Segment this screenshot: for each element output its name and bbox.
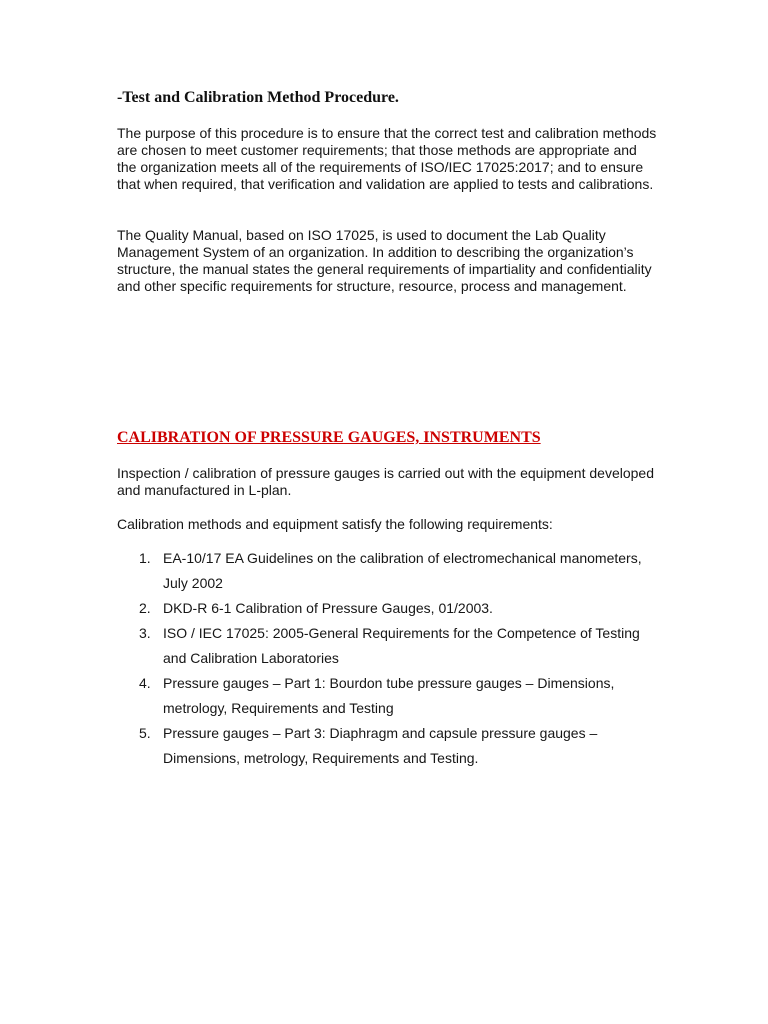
list-item bbox=[117, 721, 657, 771]
list-item-number: 5. bbox=[139, 725, 151, 741]
list-item-text: Pressure gauges – Part 3: Diaphragm and capsule pressure gauges – Dimensions, metrology, Requirements and Testing. bbox=[163, 725, 598, 766]
list-item-text: ISO / IEC 17025: 2005-General Requirements for the Competence of Testing and Calibration Laboratories bbox=[163, 625, 640, 666]
list-item-number: 1. bbox=[139, 550, 151, 566]
document-title: -Test and Calibration Method Procedure. bbox=[117, 89, 399, 106]
list-item bbox=[117, 671, 657, 721]
section-heading: CALIBRATION OF PRESSURE GAUGES, INSTRUMENTS bbox=[117, 429, 541, 446]
list-item bbox=[117, 546, 657, 596]
requirements-intro: Calibration methods and equipment satisfy the following requirements: bbox=[117, 516, 553, 532]
list-item-number: 2. bbox=[139, 600, 151, 616]
list-item bbox=[117, 596, 657, 621]
quality-manual-paragraph: The Quality Manual, based on ISO 17025, is used to document the Lab Quality Management System of an organization. In addition to describing the organization’s structure, the manual states the general requirements of impartiality and confidentiality and other specific requirements for structure, resource, process and management. bbox=[117, 227, 652, 294]
list-item-number: 3. bbox=[139, 625, 151, 641]
requirements-list bbox=[117, 546, 657, 771]
list-item-number: 4. bbox=[139, 675, 151, 691]
list-item bbox=[117, 621, 657, 671]
list-item-text: Pressure gauges – Part 1: Bourdon tube pressure gauges – Dimensions, metrology, Requirements and Testing bbox=[163, 675, 615, 716]
list-item-text: EA-10/17 EA Guidelines on the calibration of electromechanical manometers, July 2002 bbox=[163, 550, 642, 591]
purpose-paragraph: The purpose of this procedure is to ensure that the correct test and calibration methods are chosen to meet customer requirements; that those methods are appropriate and the organization meets all of the requirements of ISO/IEC 17025:2017; and to ensure that when required, that verification and validation are applied to tests and calibrations. bbox=[117, 125, 657, 192]
list-item-text: DKD-R 6-1 Calibration of Pressure Gauges, 01/2003. bbox=[163, 600, 493, 616]
inspection-paragraph: Inspection / calibration of pressure gauges is carried out with the equipment developed and manufactured in L-plan. bbox=[117, 465, 654, 498]
